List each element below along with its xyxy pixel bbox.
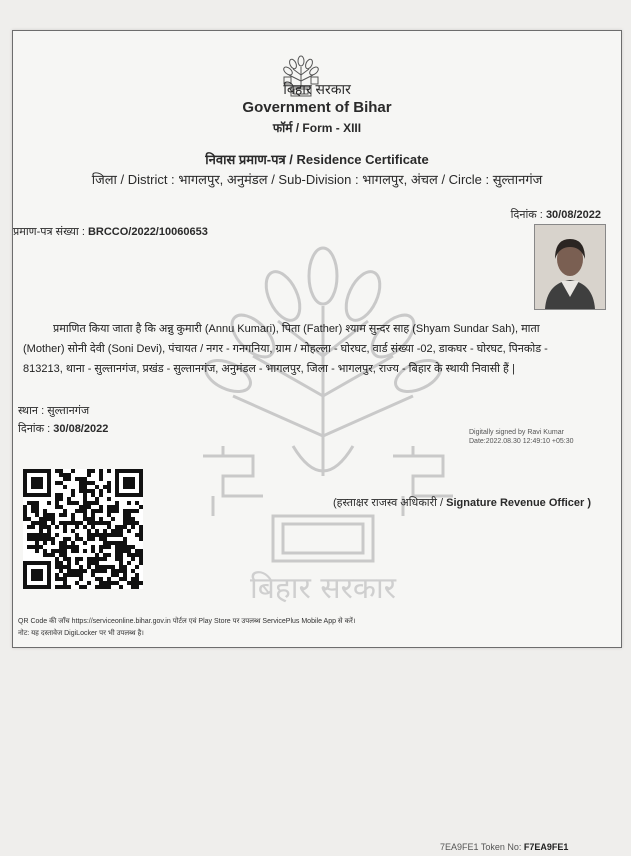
body-line-2: (Mother) सोनी देवी (Soni Devi), पंचायत / नगर - गनगनिया, ग्राम / मोहल्ला - घोरघट, वार्ड संख्या -02, डाकघर - घोरघट, पिनकोड -: [23, 343, 548, 355]
watermark-text: बिहार सरकार: [249, 571, 397, 606]
signature-hindi: (हस्ताक्षर राजस्व अधिकारी /: [333, 497, 444, 509]
footer-date: [18, 421, 108, 436]
certificate-title: निवास प्रमाण-पत्र / Residence Certificate: [205, 152, 429, 167]
certificate-body: [23, 319, 608, 379]
district-value: भागलपुर,: [178, 172, 224, 187]
qr-code[interactable]: [23, 469, 143, 589]
place-label: स्थान :: [18, 405, 45, 417]
signature-english: Signature Revenue Officer ): [446, 497, 592, 509]
certificate-page: [12, 30, 622, 648]
digital-signature-date: Date:2022.08.30 12:49:10 +05:30: [469, 438, 574, 445]
token-number: [440, 842, 568, 852]
circle-value: सुल्तानगंज: [492, 172, 543, 187]
jurisdiction-line: [13, 170, 621, 188]
signature-line: [333, 495, 591, 510]
certificate-number: [13, 224, 208, 239]
district-label: जिला / District :: [91, 172, 175, 187]
footer-date-label: दिनांक :: [18, 423, 51, 435]
watermark-emblem-icon: [183, 246, 463, 606]
applicant-photo: [534, 224, 606, 310]
body-line-1: प्रमाणित किया जाता है कि अन्नु कुमारी (Annu Kumari), पिता (Father) श्याम सुन्दर साह (Shyam Sundar Sah), माता: [53, 323, 540, 335]
issue-date: [511, 207, 601, 222]
issue-date-label: दिनांक :: [510, 209, 543, 221]
place: [18, 403, 89, 418]
digilocker-note: नोट: यह दस्तावेज DigiLocker पर भी उपलब्ध है।: [18, 630, 144, 637]
issue-date-value: 30/08/2022: [545, 209, 601, 221]
subdivision-value: भागलपुर,: [362, 172, 408, 187]
subdivision-label: अनुमंडल / Sub-Division :: [226, 172, 359, 187]
place-value: सुल्तानगंज: [47, 405, 90, 417]
form-number: फॉर्म / Form - XIII: [272, 121, 362, 135]
title-english: Government of Bihar: [242, 99, 392, 116]
footer-date-value: 30/08/2022: [53, 423, 109, 435]
digital-signature-name: Digitally signed by Ravi Kumar: [469, 429, 564, 436]
certificate-number-label: प्रमाण-पत्र संख्या :: [13, 226, 85, 238]
token-value: F7EA9FE1: [523, 842, 569, 852]
token-prefix: 7EA9FE1: [440, 842, 479, 852]
certificate-number-value: BRCCO/2022/10060653: [87, 226, 208, 238]
title-hindi: बिहार सरकार: [283, 81, 351, 97]
token-label: Token No:: [480, 842, 522, 852]
circle-label: अंचल / Circle :: [410, 172, 490, 187]
body-line-3: 813213, थाना - सुल्तानगंज, प्रखंड - सुल्तानगंज, अनुमंडल - भागलपुर, जिला - भागलपुर, राज्य - बिहार के स्थायी निवासी हैं |: [23, 363, 515, 375]
digital-signature: [469, 428, 574, 446]
qr-note: QR Code की जाँच https://serviceonline.bihar.gov.in पोर्टल एवं Play Store पर उपलब्ध ServicePlus Mobile App से करें।: [18, 618, 356, 625]
